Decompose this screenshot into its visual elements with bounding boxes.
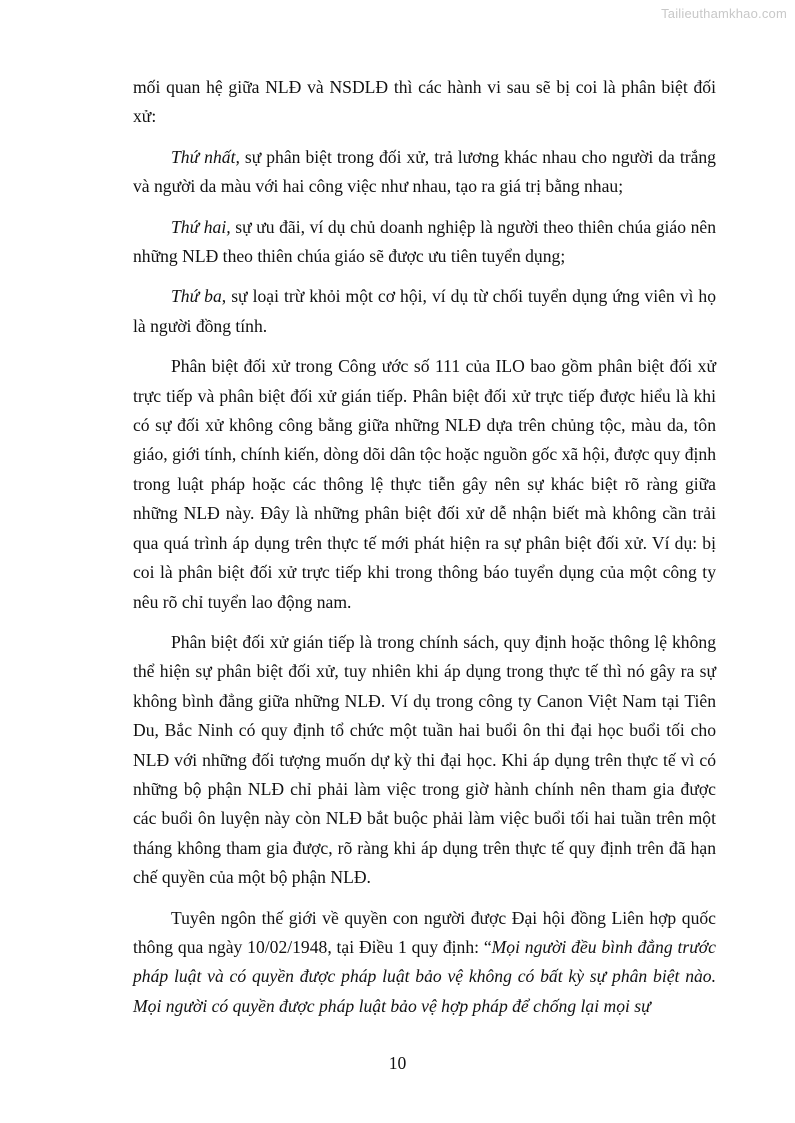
paragraph-text: Tuyên ngôn thế giới về quyền con người được Đại hội đồng Liên hợp quốc thông qua ngày 10/02/1948, tại Điều 1 quy định: “: [133, 907, 716, 957]
document-body: [133, 73, 716, 1032]
item-label-first: Thứ nhất,: [171, 146, 240, 167]
item-label-second: Thứ hai,: [171, 216, 231, 237]
paragraph-text: sự ưu đãi, ví dụ chủ doanh nghiệp là người theo thiên chúa giáo nên những NLĐ theo thiên chúa giáo sẽ được ưu tiên tuyển dụng;: [133, 216, 716, 267]
paragraph-direct-discrimination: [133, 352, 716, 617]
paragraph-universal-declaration: [133, 904, 716, 1022]
page-number: 10: [388, 1053, 407, 1073]
watermark: Tailieuthamkhao.com: [661, 6, 787, 21]
paragraph-text: sự phân biệt trong đối xử, trả lương khác nhau cho người da trắng và người da màu với hai công việc như nhau, tạo ra giá trị bằng nhau;: [133, 146, 716, 197]
paragraph-text: mối quan hệ giữa NLĐ và NSDLĐ thì các hành vi sau sẽ bị coi là phân biệt đối xử:: [133, 77, 716, 127]
paragraph-text: Phân biệt đối xử gián tiếp là trong chính sách, quy định hoặc thông lệ không thể hiện sự phân biệt đối xử, tuy nhiên khi áp dụng trong thực tế thì nó gây ra sự không bình đẳng giữa những NLĐ. Ví dụ trong công ty Canon Việt Nam tại Tiên Du, Bắc Ninh có quy định tổ chức một tuần hai buổi ôn thi đại học buổi tối cho NLĐ với những đối tượng muốn dự kỳ thi đại học. Khi áp dụng trên thực tế vì có những bộ phận NLĐ chỉ phải làm việc trong giờ hành chính nên tham gia được các buổi ôn luyện này còn NLĐ bắt buộc phải làm việc buổi tối hai tuần trên một tháng không tham gia được, rõ ràng khi áp dụng trên thực tế quy định trên đã hạn chế quyền của một bộ phận NLĐ.: [133, 631, 716, 888]
paragraph-second-behavior: [133, 213, 716, 272]
paragraph-text: , sự loại trừ khỏi một cơ hội, ví dụ từ chối tuyển dụng ứng viên vì họ là người đồng tính.: [133, 286, 716, 336]
item-label-third: Thứ ba: [171, 286, 222, 307]
paragraph-third-behavior: [133, 282, 716, 341]
paragraph-first-behavior: [133, 143, 716, 202]
quotation-text: Mọi người đều bình đẳng trước pháp luật và có quyền được pháp luật bảo vệ không có bất kỳ sự phân biệt nào. Mọi người có quyền được pháp luật bảo vệ hợp pháp để chống lại mọi sự: [133, 936, 716, 1016]
paragraph-text: Phân biệt đối xử trong Công ước số 111 của ILO bao gồm phân biệt đối xử trực tiếp và phân biệt đối xử gián tiếp. Phân biệt đối xử trực tiếp được hiểu là khi có sự đối xử không công bằng giữa những NLĐ dựa trên chủng tộc, màu da, tôn giáo, giới tính, chính kiến, dòng dõi dân tộc hoặc nguồn gốc xã hội, được quy định trong luật pháp hoặc các thông lệ thực tiễn gây nên sự khác biệt rõ ràng giữa những NLĐ này. Đây là những phân biệt đối xử dễ nhận biết mà không cần trải qua quá trình áp dụng trên thực tế mới phát hiện ra sự phân biệt đối xử. Ví dụ: bị coi là phân biệt đối xử trực tiếp khi trong thông báo tuyển dụng của một công ty nêu rõ chỉ tuyển lao động nam.: [133, 356, 716, 612]
paragraph-intro-continuation: [133, 73, 716, 132]
paragraph-indirect-discrimination: [133, 628, 716, 893]
